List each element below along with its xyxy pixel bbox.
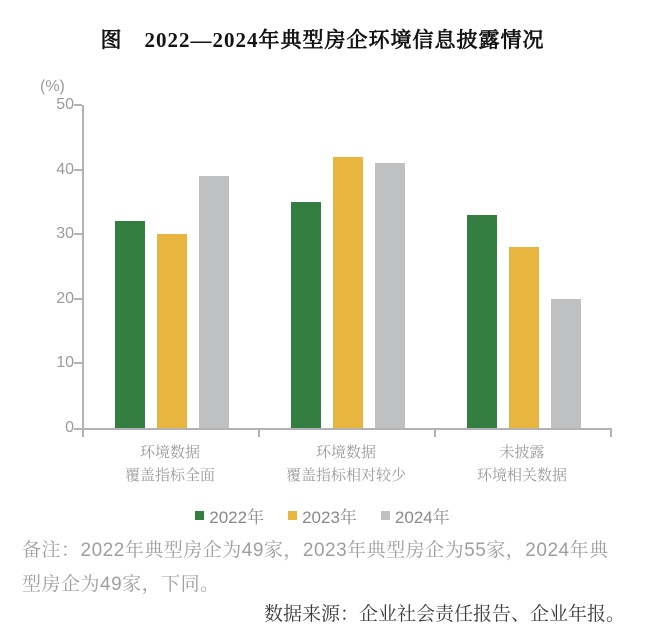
y-tick-mark (74, 298, 82, 300)
bar-2022年-group1 (115, 221, 145, 428)
legend-label: 2024年 (394, 508, 450, 527)
bar-2023年-group2 (333, 157, 363, 428)
y-tick-mark (74, 362, 82, 364)
chart-title: 图 2022—2024年典型房企环境信息披露情况 (100, 28, 545, 52)
y-tick-label: 50 (56, 96, 74, 113)
bar-group-2 (260, 105, 436, 428)
y-tick-label: 40 (56, 160, 74, 178)
y-tick-mark (74, 169, 82, 171)
legend-label: 2022年 (209, 508, 265, 527)
bar-2024年-group3 (551, 299, 581, 428)
x-axis-corner-tick (82, 428, 84, 437)
y-tick-mark (74, 104, 82, 106)
category-label-line2: 覆盖指标全面 (124, 467, 215, 484)
chart-legend (0, 503, 645, 528)
y-tick-label: 30 (56, 225, 74, 243)
y-tick-mark (74, 428, 82, 430)
legend-swatch-icon (288, 511, 297, 520)
x-axis-tick (258, 430, 260, 437)
bar-2023年-group3 (509, 247, 539, 428)
category-label-line2: 覆盖指标相对较少 (285, 467, 406, 484)
bar-2022年-group3 (467, 215, 497, 428)
data-source-note: 数据来源：企业社会责任报告、企业年报。 (263, 604, 625, 625)
y-tick-mark (74, 233, 82, 235)
bar-group-1 (84, 105, 260, 428)
category-label-line1: 未披露 (499, 444, 545, 461)
y-axis-unit-label: (%) (40, 78, 65, 95)
bar-2024年-group1 (199, 176, 229, 428)
category-label-2 (258, 441, 434, 487)
x-axis-tick (434, 430, 436, 437)
category-label-line2: 环境相关数据 (476, 467, 567, 484)
legend-item-2022年 (195, 503, 264, 528)
bar-group-3 (436, 105, 612, 428)
x-axis-tick (610, 430, 612, 437)
legend-label: 2023年 (302, 508, 357, 527)
bar-2024年-group2 (375, 163, 405, 428)
remark-note: 备注：2022年典型房企为49家，2023年典型房企为55家，2024年典型房企为49家，下同。 (22, 540, 609, 595)
legend-item-2024年 (381, 503, 450, 528)
y-tick-label: 20 (56, 289, 74, 307)
bar-2023年-group1 (157, 234, 187, 428)
y-tick-label: 0 (65, 419, 74, 436)
category-label-line1: 环境数据 (315, 444, 376, 461)
plot-area (56, 96, 612, 436)
category-label-1 (82, 441, 258, 487)
category-label-line1: 环境数据 (139, 444, 200, 461)
y-tick-label: 10 (56, 354, 74, 372)
legend-item-2023年 (288, 503, 357, 528)
category-label-3 (434, 441, 610, 487)
legend-swatch-icon (195, 511, 204, 520)
bar-2022年-group2 (291, 202, 321, 428)
legend-swatch-icon (381, 511, 390, 520)
x-axis-labels (82, 441, 610, 487)
